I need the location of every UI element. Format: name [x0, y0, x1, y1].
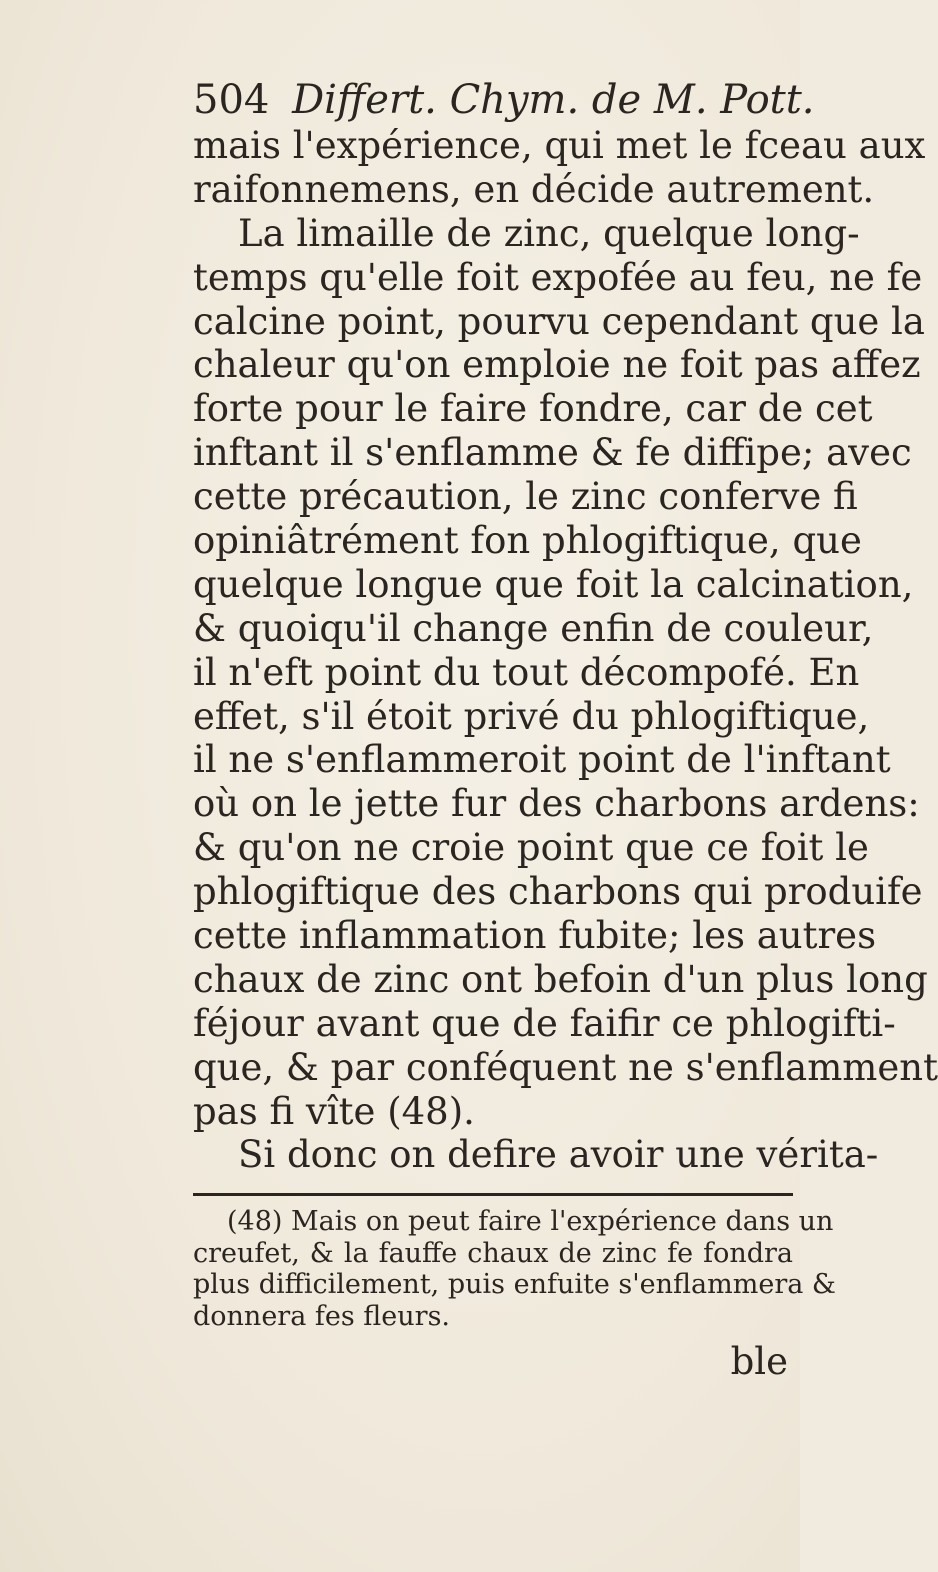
text-line: cette inflammation fubite; les autres [193, 914, 877, 958]
text-line: chaleur qu'on emploie ne foit pas affez [193, 343, 921, 387]
footnote [193, 1206, 836, 1332]
text-line: où on le jette fur des charbons ardens: [193, 782, 920, 826]
footnote-line: (48) Mais on peut faire l'expérience dans un [227, 1206, 834, 1237]
text-line: raifonnemens, en décide autrement. [193, 167, 875, 211]
text-line: phlogiftique des charbons qui produife [193, 870, 923, 914]
footnote-line: creufet, & la fauffe chaux de zinc fe fondra [193, 1237, 793, 1269]
text-line: & quoiqu'il change enfin de couleur, [193, 606, 874, 650]
text-line: forte pour le faire fondre, car de cet [193, 387, 873, 431]
text-line: cette précaution, le zinc conferve fi [193, 475, 858, 519]
text-line: que, & par conféquent ne s'enflamment [193, 1045, 938, 1089]
footnote-rule [193, 1193, 793, 1196]
text-line: Si donc on defire avoir une vérita- [238, 1133, 879, 1177]
text-line: calcine point, pourvu cependant que la [193, 299, 925, 343]
text-line: opiniâtrément fon phlogiftique, que [193, 519, 862, 563]
footnote-line: donnera fes fleurs. [193, 1300, 451, 1332]
page-number: 504 [193, 77, 270, 123]
text-line: il ne s'enflammeroit point de l'inftant [193, 738, 891, 782]
text-line: mais l'expérience, qui met le fceau aux [193, 124, 926, 167]
text-line: La limaille de zinc, quelque long- [238, 211, 860, 255]
main-text [193, 124, 938, 1177]
running-title: Differt. Chym. de M. Pott. [292, 77, 815, 123]
text-line: féjour avant que de faifir ce phlogifti- [193, 1001, 896, 1045]
text-line: quelque longue que foit la calcination, [193, 562, 914, 606]
text-line: inftant il s'enflamme & fe diffipe; avec [193, 431, 912, 475]
text-line: chaux de zinc ont befoin d'un plus long [193, 957, 928, 1001]
text-line: temps qu'elle foit expofée au feu, ne fe [193, 255, 923, 299]
text-line: effet, s'il étoit privé du phlogiftique, [193, 694, 870, 738]
footnote-line: plus difficilement, puis enfuite s'enflammera & [193, 1269, 836, 1300]
text-line: pas fi vîte (48). [193, 1089, 475, 1133]
running-header [193, 75, 815, 125]
text-line: il n'eft point du tout décompofé. En [193, 650, 860, 694]
text-line: & qu'on ne croie point que ce foit le [193, 826, 869, 870]
catchword: ble [730, 1340, 788, 1383]
